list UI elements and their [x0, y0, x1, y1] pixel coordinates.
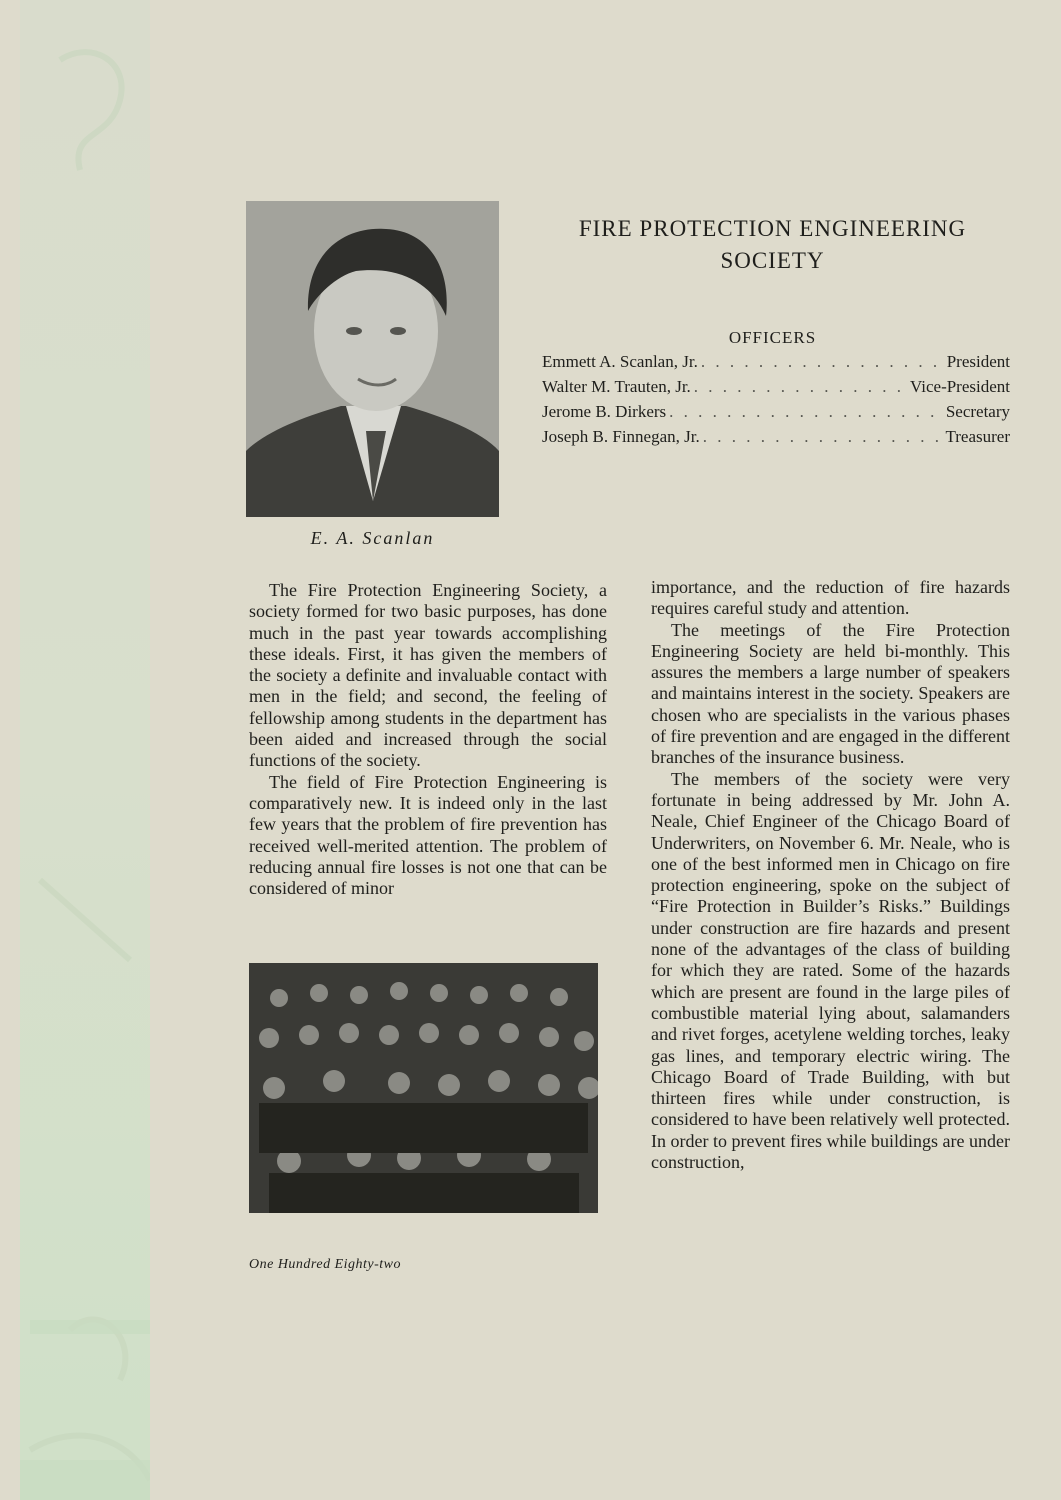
title-line-2: SOCIETY	[720, 248, 825, 273]
leader-dots	[701, 352, 944, 372]
page-title	[540, 213, 1005, 277]
officer-role: Secretary	[945, 402, 1010, 421]
officer-row	[542, 352, 1010, 372]
body-paragraph: The field of Fire Protection Engineering is comparatively new. It is indeed only in the last few years that the problem of fire prevention has received well-merited attention. The problem of reducing annual fire losses is not one that can be considered of minor	[249, 771, 607, 899]
group-figures-icon	[249, 963, 598, 1213]
body-column-left	[249, 580, 607, 899]
officer-name: Walter M. Trauten, Jr.	[542, 377, 691, 396]
body-paragraph: The members of the society were very fortunate in being addressed by Mr. John A. Neale, Chief Engineer of the Chicago Board of Underwriters, on November 6. Mr. Neale, who is one of the best informed men in Chicago on fire protection engineering, spoke on the subject of “Fire Protection in Builder’s Risks.” Buildings under construction are fire hazards and present none of the advantages of the class of building for which they are rated. Some of the hazards which are present are found in the large piles of combustible material lying about, salamanders and rivet forges, acetylene welding torches, leaky gas lines, and temporary electric wiring. The Chicago Board of Trade Building, with but thirteen fires while under construction, is considered to have been relatively well protected. In order to prevent fires while buildings are under construction,	[651, 768, 1010, 1173]
officer-name: Emmett A. Scanlan, Jr.	[542, 352, 698, 371]
officer-role: Treasurer	[945, 427, 1010, 446]
officer-row	[542, 402, 1010, 422]
officer-name: Jerome B. Dirkers	[542, 402, 667, 421]
title-line-1: FIRE PROTECTION ENGINEERING	[578, 216, 967, 241]
body-paragraph: The meetings of the Fire Protection Engineering Society are held bi-monthly. This assures the members a large number of speakers and maintains interest in the society. Speakers are chosen who are specialists in the various phases of fire prevention and are engaged in the different branches of the insurance business.	[651, 619, 1010, 768]
portrait-figure-icon	[246, 201, 499, 517]
officers-heading: OFFICERS	[728, 328, 817, 347]
officer-name: Joseph B. Finnegan, Jr.	[542, 427, 700, 446]
leader-dots	[669, 402, 943, 422]
officer-row	[542, 427, 1010, 447]
page-footer: One Hundred Eighty-two	[249, 1257, 402, 1272]
leader-dots	[703, 427, 943, 447]
officer-role: Vice-President	[910, 377, 1010, 396]
portrait-photo	[246, 201, 499, 517]
body-paragraph: importance, and the reduction of fire hazards requires careful study and attention.	[651, 577, 1010, 619]
officer-role: President	[946, 352, 1010, 371]
body-column-right	[651, 577, 1010, 1173]
portrait-caption: E. A. Scanlan	[310, 528, 435, 548]
margin-ornament-icon	[20, 0, 150, 1500]
decorative-margin-band	[20, 0, 150, 1500]
officer-row	[542, 377, 1010, 397]
group-photo	[249, 963, 598, 1213]
leader-dots	[694, 377, 907, 397]
body-paragraph: The Fire Protection Engineering Society, a society formed for two basic purposes, has done much in the past year towards accomplishing these ideals. First, it has given the members of the society a definite and invaluable contact with men in the field; and second, the feeling of fellowship among students in the department has been aided and increased through the social functions of the society.	[249, 580, 607, 771]
